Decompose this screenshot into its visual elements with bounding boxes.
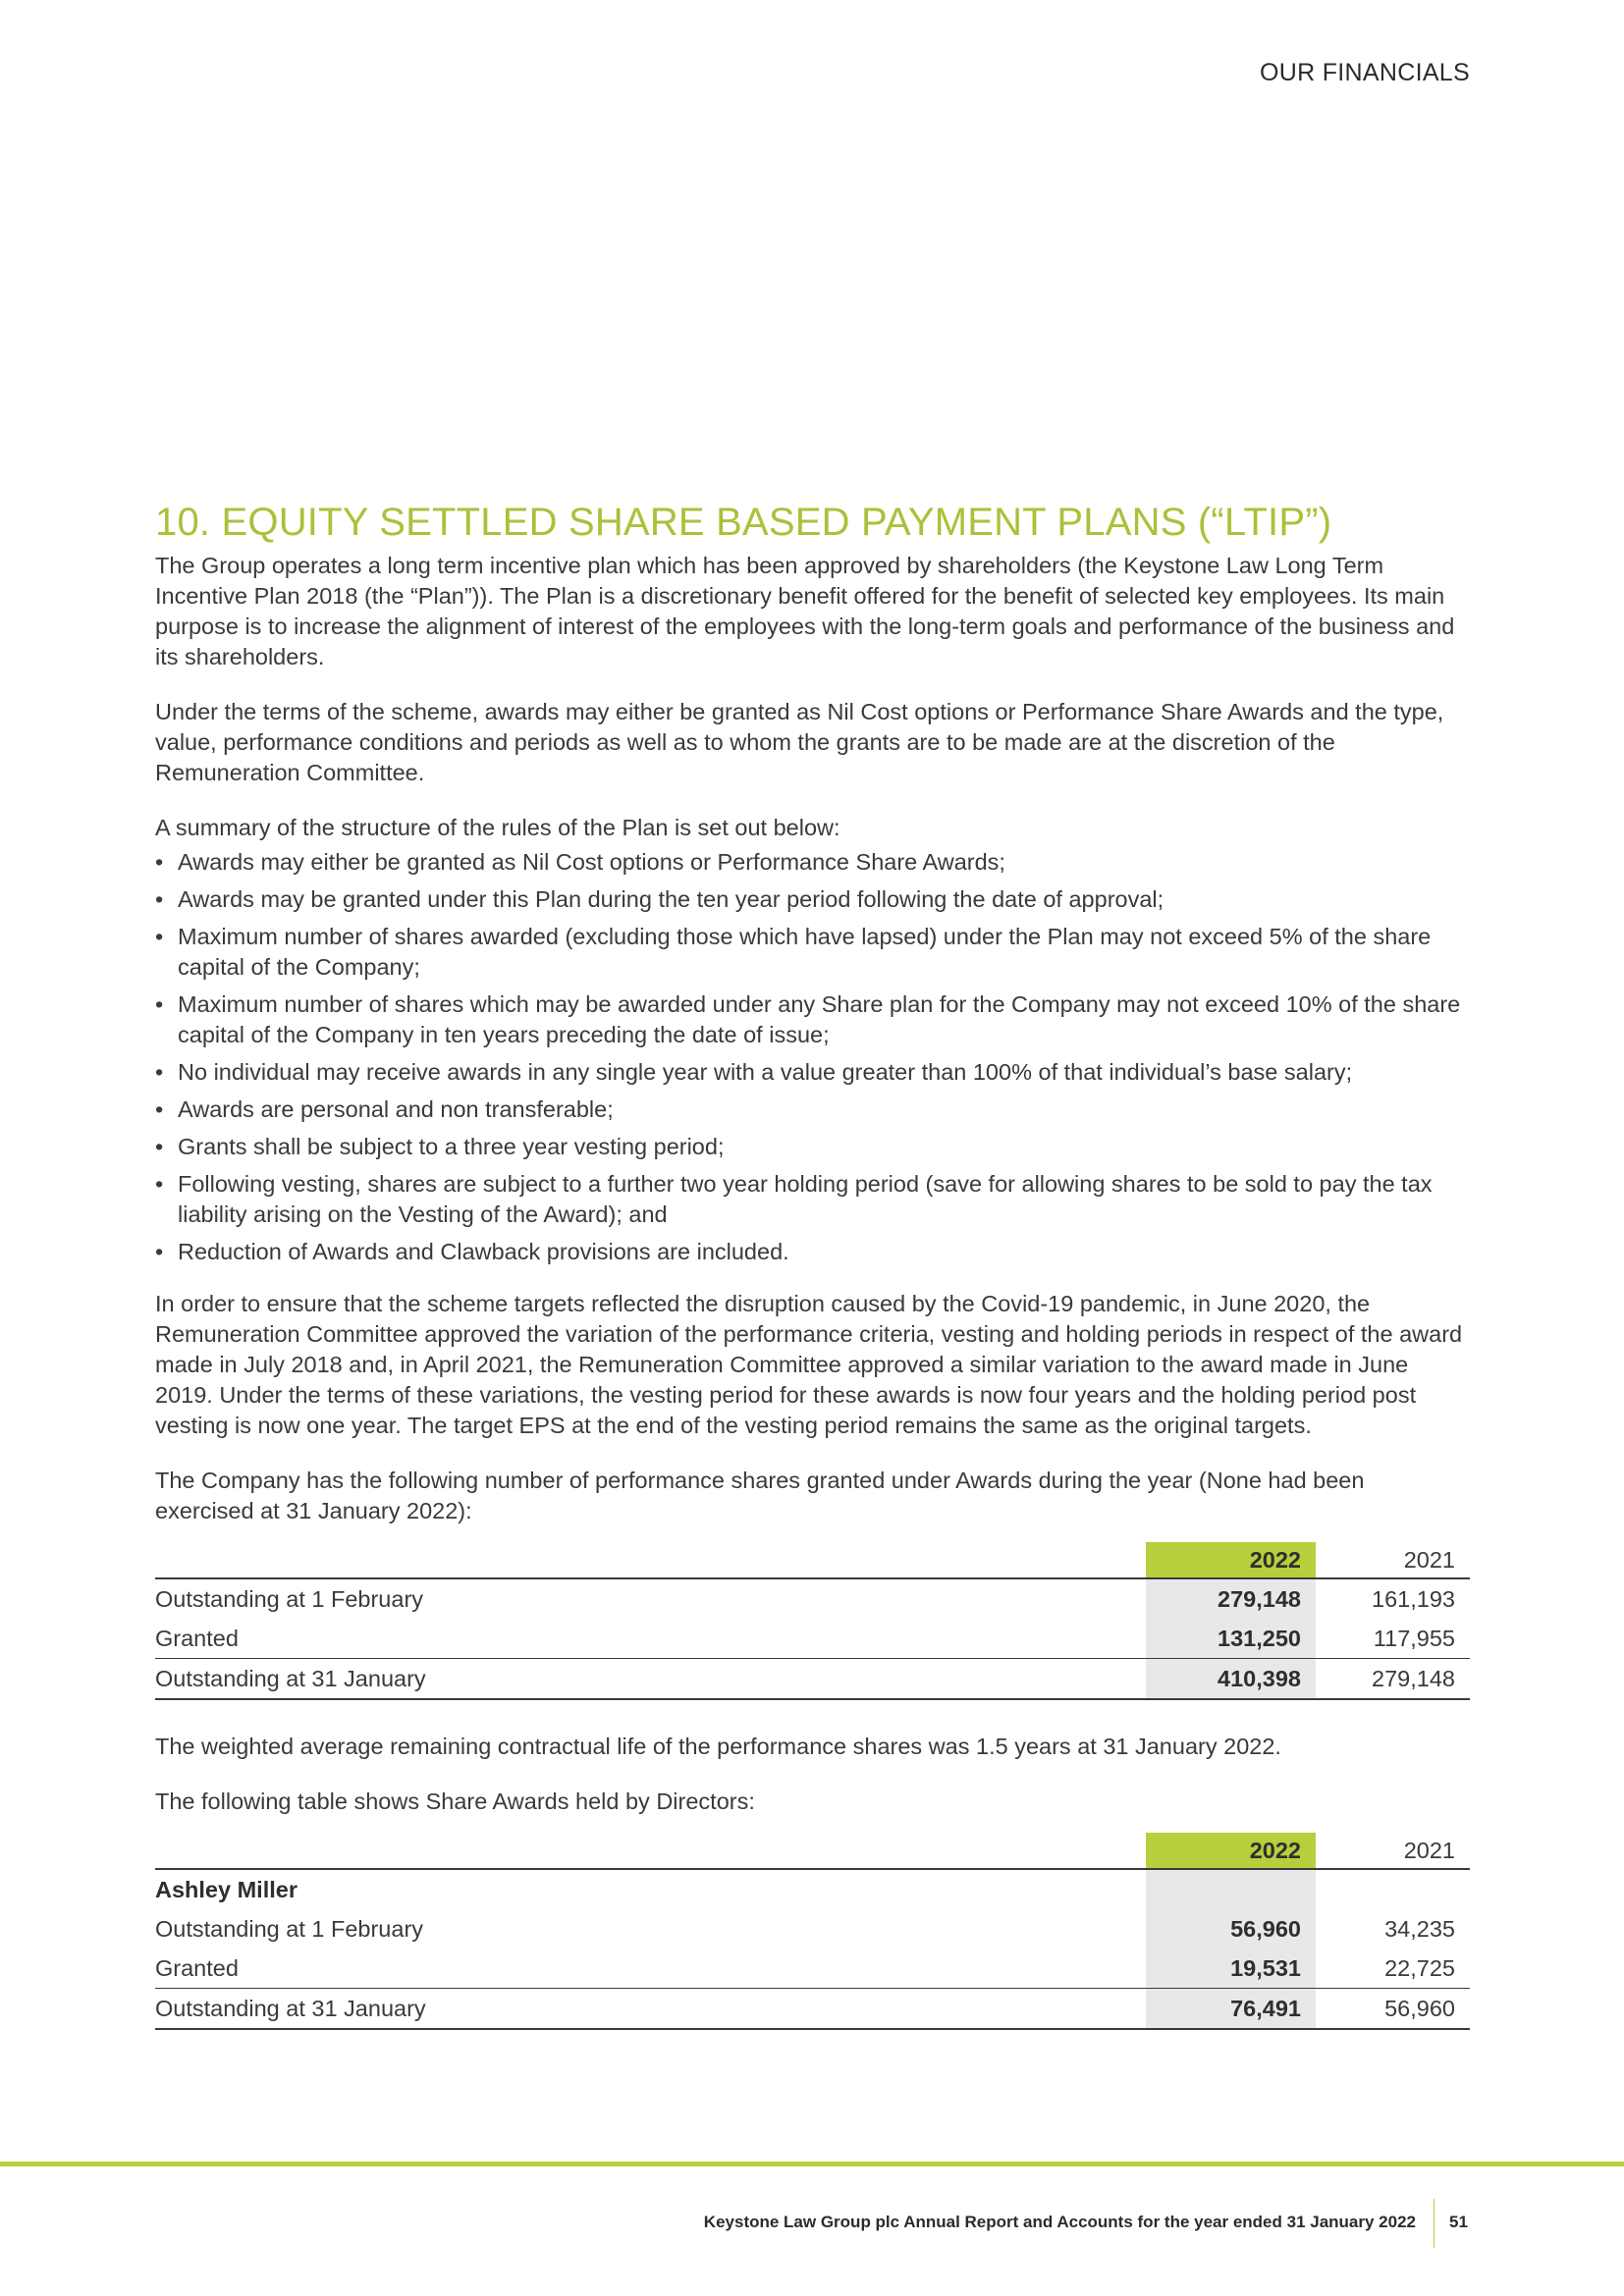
list-item: • Reduction of Awards and Clawback provisions are included. <box>155 1237 1469 1267</box>
table-row <box>155 1909 1470 1949</box>
page-number: 51 <box>1449 2213 1468 2231</box>
value-2022: 56,960 <box>1146 1909 1316 1949</box>
value-2021: 161,193 <box>1372 1585 1455 1612</box>
footer-report-title: Keystone Law Group plc Annual Report and Accounts for the year ended 31 January 2022 <box>703 2213 1416 2231</box>
footer-divider <box>1434 2199 1435 2248</box>
director-name: Ashley Miller <box>155 1876 298 1902</box>
director-awards-table <box>155 1833 1470 2030</box>
value-2022: 19,531 <box>1146 1949 1316 1989</box>
table-row <box>155 1949 1470 1989</box>
list-item: • Awards may either be granted as Nil Cost options or Performance Share Awards; <box>155 847 1469 878</box>
value-2021: 22,725 <box>1384 1954 1455 1981</box>
row-label: Outstanding at 1 February <box>155 1915 424 1942</box>
value-2021: 279,148 <box>1316 1659 1470 1700</box>
list-item: • Maximum number of shares awarded (excluding those which have lapsed) under the Plan may not exceed 5% of the share capital of the Company; <box>155 922 1469 983</box>
scheme-terms-paragraph: Under the terms of the scheme, awards may either be granted as Nil Cost options or Performance Share Awards and the type, value, performance conditions and periods as well as to whom the grants are to be made are at the discretion of the Remuneration Committee. <box>155 699 1444 785</box>
table-row <box>155 1578 1470 1619</box>
list-item: • Awards are personal and non transferable; <box>155 1095 1469 1125</box>
table-header-row <box>155 1833 1470 1869</box>
row-label: Granted <box>155 1625 239 1651</box>
list-item: • Awards may be granted under this Plan during the ten year period following the date of approval; <box>155 884 1469 915</box>
table-total-row <box>155 1989 1470 2030</box>
value-2022: 410,398 <box>1146 1659 1316 1700</box>
weighted-life-paragraph: The weighted average remaining contractual life of the performance shares was 1.5 years at 31 January 2022. <box>155 1734 1281 1759</box>
value-2022: 76,491 <box>1146 1989 1316 2030</box>
column-header-2022: 2022 <box>1146 1833 1316 1869</box>
list-item: • Grants shall be subject to a three year vesting period; <box>155 1132 1469 1162</box>
table-total-row <box>155 1659 1470 1700</box>
value-2021: 34,235 <box>1384 1915 1455 1942</box>
section-header-label: OUR FINANCIALS <box>1260 59 1470 86</box>
covid-variation-paragraph: In order to ensure that the scheme targets reflected the disruption caused by the Covid-19 pandemic, in June 2020, the Remuneration Committee approved the variation of the performance criteria, vesting and holding periods in respect of the award made in July 2018 and, in April 2021, the Remuneration Committee approved a similar variation to the award made in June 2019. Under the terms of these variations, the vesting period for these awards is now four years and the holding period post vesting is now one year. The target EPS at the end of the vesting period remains the same as the original targets. <box>155 1291 1463 1438</box>
list-item: • Maximum number of shares which may be awarded under any Share plan for the Company may not exceed 10% of the share capital of the Company in ten years preceding the date of issue; <box>155 989 1469 1050</box>
list-item: • No individual may receive awards in any single year with a value greater than 100% of that individual’s base salary; <box>155 1057 1469 1088</box>
intro-paragraph: The Group operates a long term incentive plan which has been approved by shareholders (the Keystone Law Long Term Incentive Plan 2018 (the “Plan”)). The Plan is a discretionary benefit offered for the benefit of selected key employees. Its main purpose is to increase the alignment of interest of the employees with the long-term goals and performance of the business and its shareholders. <box>155 553 1455 669</box>
rules-summary-intro: A summary of the structure of the rules of the Plan is set out below: <box>155 815 840 840</box>
row-label: Outstanding at 1 February <box>155 1585 424 1612</box>
table-row <box>155 1619 1470 1659</box>
row-label: Outstanding at 31 January <box>155 1989 1146 2030</box>
column-header-2021: 2021 <box>1316 1833 1470 1869</box>
table1-intro: The Company has the following number of performance shares granted under Awards during the year (None had been exercised at 31 January 2022): <box>155 1468 1365 1523</box>
column-header-2022: 2022 <box>1146 1542 1316 1578</box>
director-name-row <box>155 1869 1470 1909</box>
plan-rules-list <box>155 847 1469 1267</box>
column-header-2021: 2021 <box>1316 1542 1470 1578</box>
row-label: Granted <box>155 1954 239 1981</box>
row-label: Outstanding at 31 January <box>155 1659 1146 1700</box>
table-header-row <box>155 1542 1470 1578</box>
table2-intro: The following table shows Share Awards held by Directors: <box>155 1789 755 1814</box>
value-2021: 56,960 <box>1316 1989 1470 2030</box>
section-title: 10. EQUITY SETTLED SHARE BASED PAYMENT PLANS (“LTIP”) <box>155 501 1332 544</box>
note-10-content <box>155 501 1469 2061</box>
list-item: • Following vesting, shares are subject to a further two year holding period (save for allowing shares to be sold to pay the tax liability arising on the Vesting of the Award); and <box>155 1169 1469 1230</box>
value-2021: 117,955 <box>1373 1625 1455 1651</box>
value-2022: 279,148 <box>1146 1578 1316 1619</box>
performance-shares-table <box>155 1542 1470 1700</box>
value-2022: 131,250 <box>1146 1619 1316 1659</box>
footer-accent-rule <box>0 2162 1624 2166</box>
